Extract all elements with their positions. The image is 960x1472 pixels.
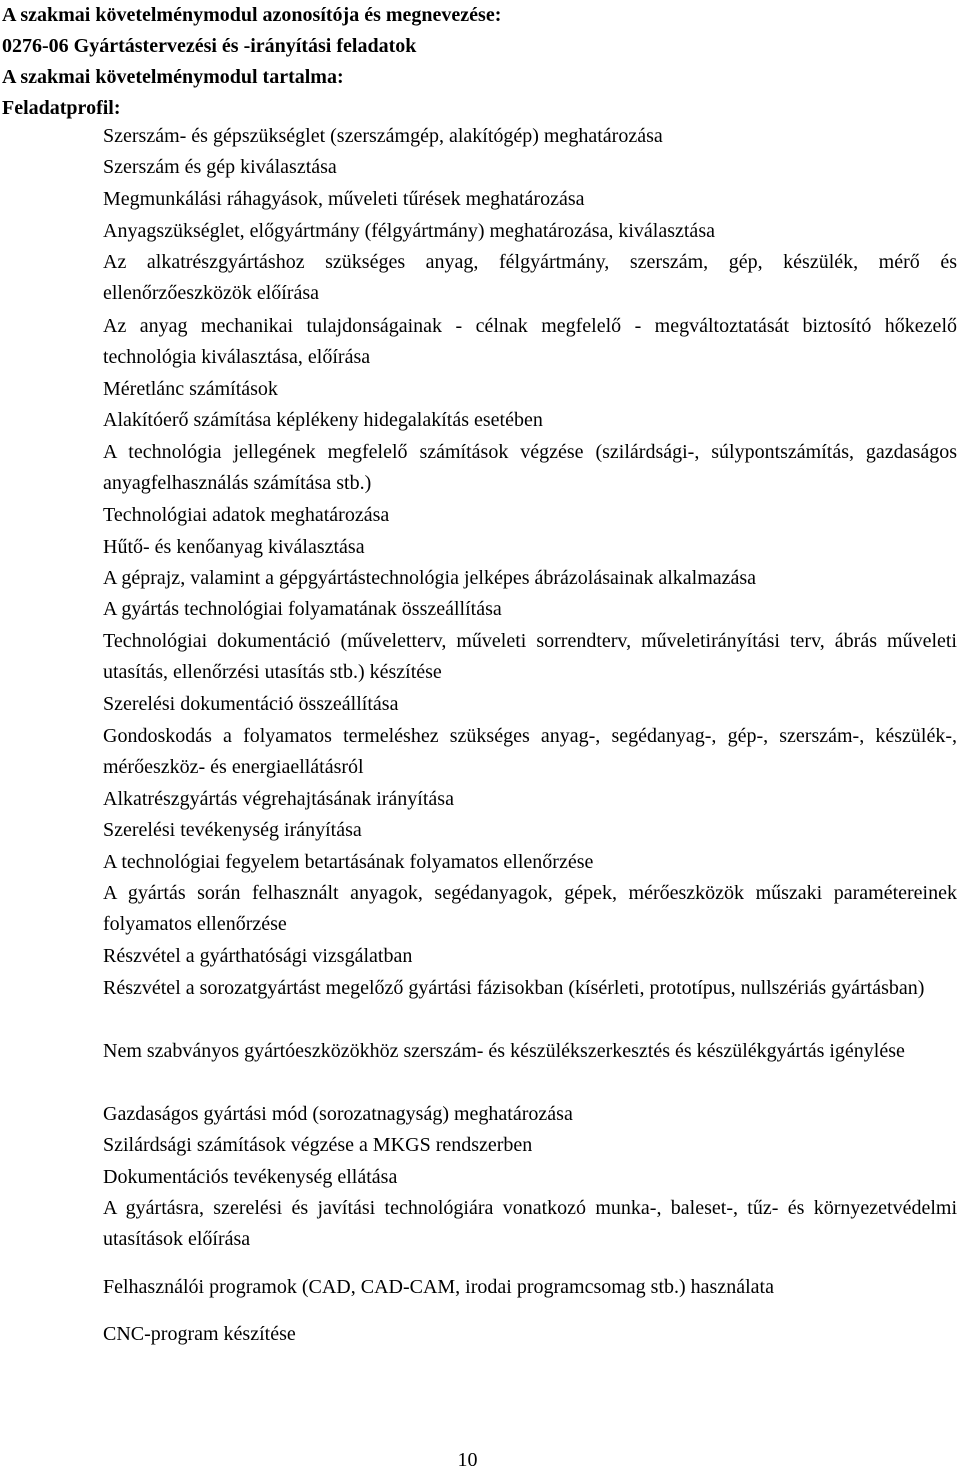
task-item: Technológiai dokumentáció (műveletterv, műveleti sorrendterv, műveletirányítási terv, ábrás műveleti utasítás, ellenőrzési utasítás stb.) készítése bbox=[103, 630, 957, 683]
module-content-heading: A szakmai követelménymodul tartalma: bbox=[2, 66, 344, 88]
task-item: A technológia jellegének megfelelő számítások végzése (szilárdsági-, súlypontszámítás, gazdaságos anyagfelhasználás számítása stb.) bbox=[103, 441, 957, 494]
task-item: Gazdaságos gyártási mód (sorozatnagyság) meghatározása bbox=[103, 1103, 573, 1125]
task-profile-heading: Feladatprofil: bbox=[2, 97, 121, 119]
task-item: Részvétel a sorozatgyártást megelőző gyártási fázisokban (kísérleti, prototípus, nullszériás gyártásban) bbox=[103, 977, 925, 999]
task-item: Hűtő- és kenőanyag kiválasztása bbox=[103, 536, 365, 558]
task-item: Megmunkálási ráhagyások, műveleti tűrések meghatározása bbox=[103, 188, 585, 210]
task-item: Az alkatrészgyártáshoz szükséges anyag, félgyártmány, szerszám, gép, készülék, mérő és ellenőrzőeszközök előírása bbox=[103, 251, 957, 304]
task-item: Szerszám- és gépszükséglet (szerszámgép, alakítógép) meghatározása bbox=[103, 125, 663, 147]
page-number: 10 bbox=[457, 1449, 478, 1471]
task-item: Felhasználói programok (CAD, CAD-CAM, irodai programcsomag stb.) használata bbox=[103, 1276, 774, 1298]
task-item: A gyártás technológiai folyamatának összeállítása bbox=[103, 598, 502, 620]
task-item: CNC-program készítése bbox=[103, 1323, 296, 1345]
task-item: A gyártás során felhasznált anyagok, segédanyagok, gépek, mérőeszközök műszaki paramétereinek folyamatos ellenőrzése bbox=[103, 882, 957, 935]
task-item: Gondoskodás a folyamatos termeléshez szükséges anyag-, segédanyag-, gép-, szerszám-, készülék-, mérőeszköz- és energiaellátásról bbox=[103, 725, 957, 778]
module-code-title: 0276-06 Gyártástervezési és -irányítási feladatok bbox=[2, 35, 417, 57]
task-item: A géprajz, valamint a gépgyártástechnológia jelképes ábrázolásainak alkalmazása bbox=[103, 567, 757, 589]
task-item: A technológiai fegyelem betartásának folyamatos ellenőrzése bbox=[103, 851, 594, 873]
task-item: Szerszám és gép kiválasztása bbox=[103, 156, 337, 178]
task-item: Részvétel a gyárthatósági vizsgálatban bbox=[103, 945, 413, 967]
task-item: Alkatrészgyártás végrehajtásának irányítása bbox=[103, 788, 454, 810]
task-item: Méretlánc számítások bbox=[103, 378, 278, 400]
task-item: Technológiai adatok meghatározása bbox=[103, 504, 390, 526]
task-item: Alakítóerő számítása képlékeny hidegalakítás esetében bbox=[103, 409, 543, 431]
task-item: Nem szabványos gyártóeszközökhöz szerszám- és készülékszerkesztés és készülékgyártás igénylése bbox=[103, 1040, 905, 1062]
task-item: Dokumentációs tevékenység ellátása bbox=[103, 1166, 398, 1188]
module-id-heading: A szakmai követelménymodul azonosítója és megnevezése: bbox=[2, 4, 502, 26]
task-item: Szerelési dokumentáció összeállítása bbox=[103, 693, 399, 715]
task-item: A gyártásra, szerelési és javítási technológiára vonatkozó munka-, baleset-, tűz- és környezetvédelmi utasítások előírása bbox=[103, 1197, 957, 1250]
task-item: Szilárdsági számítások végzése a MKGS rendszerben bbox=[103, 1134, 533, 1156]
task-item: Az anyag mechanikai tulajdonságainak - célnak megfelelő - megváltoztatását biztosító hőkezelő technológia kiválasztása, előírása bbox=[103, 315, 957, 368]
task-item: Szerelési tevékenység irányítása bbox=[103, 819, 362, 841]
task-item: Anyagszükséglet, előgyártmány (félgyártmány) meghatározása, kiválasztása bbox=[103, 220, 715, 242]
